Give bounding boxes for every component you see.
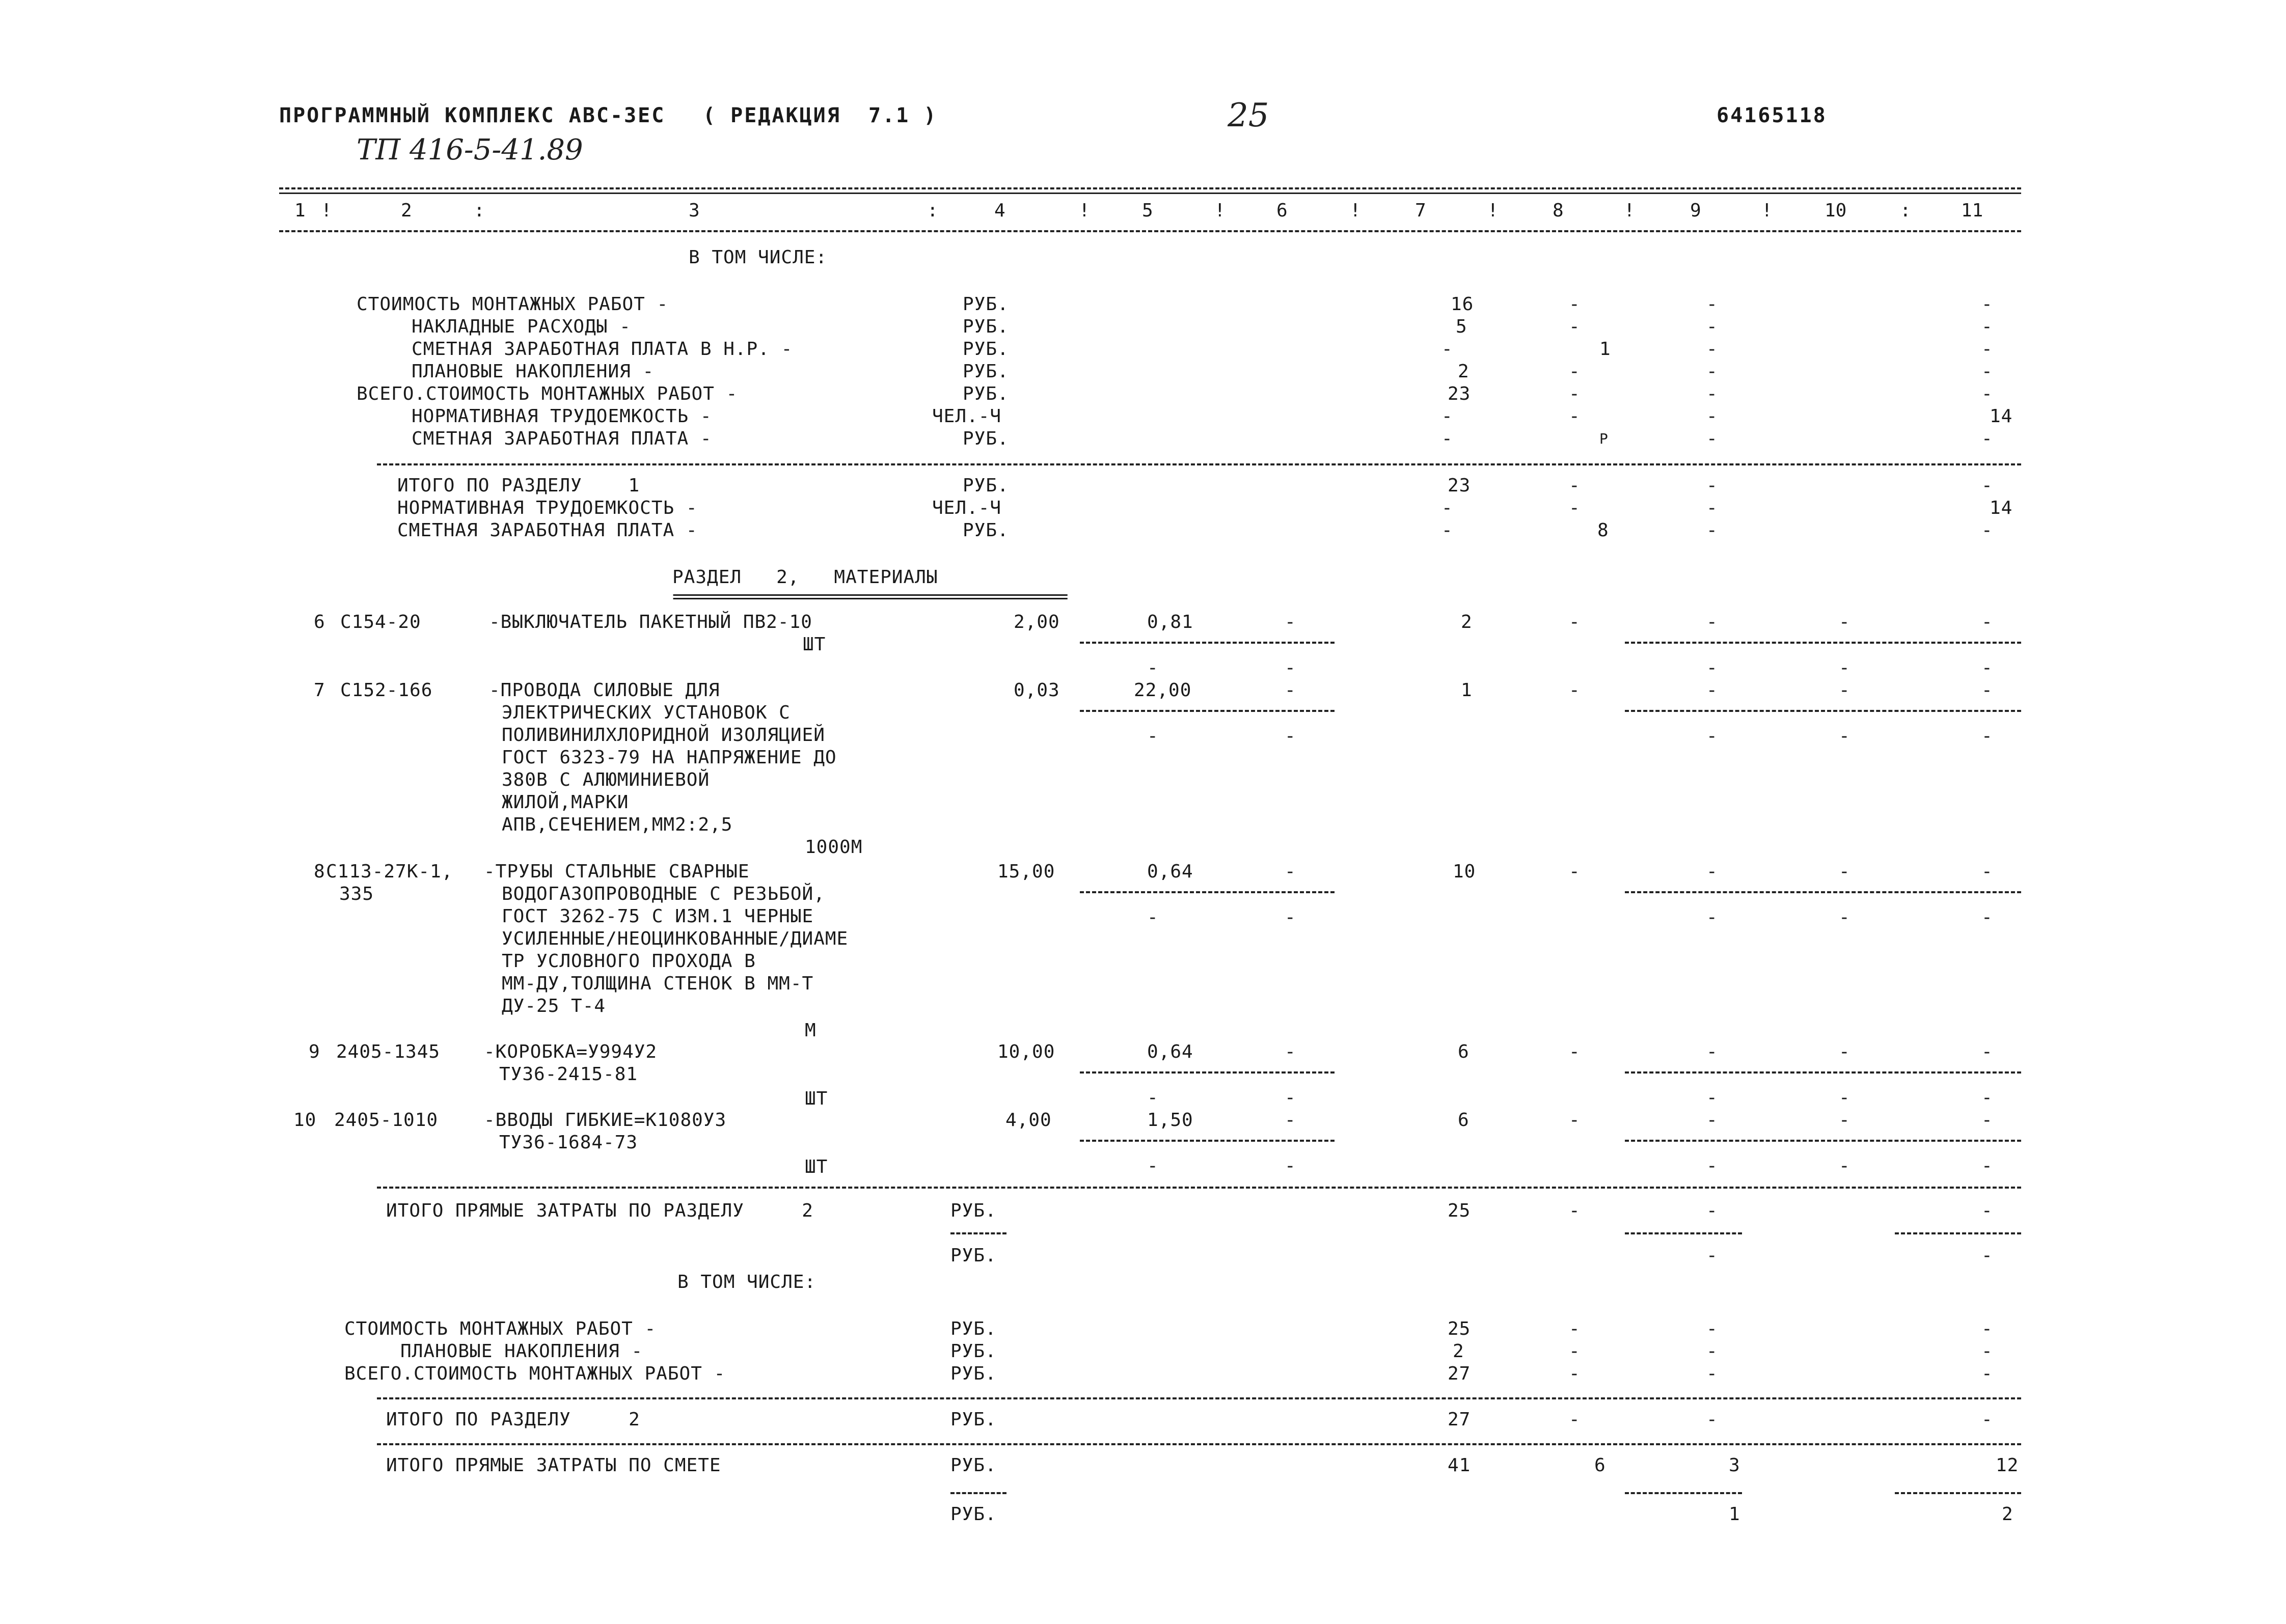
item-description: ДУ-25 Т-4 bbox=[502, 996, 606, 1016]
page-number: 25 bbox=[1228, 97, 1269, 134]
direct-total-unit-2: РУБ. bbox=[950, 1245, 997, 1266]
total-c7: - bbox=[1441, 498, 1453, 518]
line-label: СМЕТНАЯ ЗАРАБОТНАЯ ПЛАТА В Н.Р. - bbox=[412, 339, 793, 360]
item-description: ТУ36-1684-73 bbox=[499, 1132, 638, 1153]
col-header-8: 8 bbox=[1553, 200, 1564, 221]
item-description: УСИЛЕННЫЕ/НЕОЦИНКОВАННЫЕ/ДИАМЕ bbox=[502, 928, 849, 949]
line-c11: - bbox=[1981, 339, 1993, 360]
line-c7: - bbox=[1441, 406, 1453, 427]
item-description: АПВ,СЕЧЕНИЕМ,ММ2:2,5 bbox=[502, 814, 733, 835]
item-code: С113-27К-1, bbox=[326, 861, 453, 882]
line-c11: 14 bbox=[1990, 406, 2013, 427]
line-unit: РУБ. bbox=[963, 383, 1009, 404]
line-c11: - bbox=[1981, 1341, 1993, 1362]
grand-total-c11-second: 2 bbox=[2002, 1504, 2013, 1525]
item-quantity: 4,00 bbox=[1005, 1110, 1052, 1131]
col-header-11: 11 bbox=[1961, 200, 1983, 221]
item-unit: М bbox=[805, 1020, 817, 1041]
section-total-c9: - bbox=[1706, 1409, 1718, 1430]
col-header-10: 10 bbox=[1825, 200, 1847, 221]
total-c11: 14 bbox=[1990, 498, 2013, 518]
line-unit: РУБ. bbox=[963, 294, 1009, 315]
line-label: ПЛАНОВЫЕ НАКОПЛЕНИЯ - bbox=[400, 1341, 643, 1362]
line-c9: - bbox=[1706, 428, 1718, 449]
line-c8: - bbox=[1569, 406, 1581, 427]
col-header-7: 7 bbox=[1415, 200, 1426, 221]
col-header-2: 2 bbox=[401, 200, 412, 221]
line-c9: - bbox=[1706, 383, 1718, 404]
item-description: 380В С АЛЮМИНИЕВОЙ bbox=[502, 769, 710, 790]
line-c7: 5 bbox=[1456, 316, 1467, 337]
grand-total-unit-2: РУБ. bbox=[950, 1504, 997, 1525]
line-unit: ЧЕЛ.-Ч bbox=[932, 406, 1002, 427]
line-c8: Р bbox=[1599, 430, 1609, 447]
grand-total-rule bbox=[377, 1443, 2021, 1445]
total-c8: - bbox=[1569, 498, 1581, 518]
item-description: ГОСТ 3262-75 С ИЗМ.1 ЧЕРНЫЕ bbox=[502, 906, 814, 927]
line-c7: - bbox=[1441, 339, 1453, 360]
line-unit: РУБ. bbox=[963, 339, 1009, 360]
line-label: ВСЕГО.СТОИМОСТЬ МОНТАЖНЫХ РАБОТ - bbox=[344, 1363, 726, 1384]
line-c7: 16 bbox=[1451, 294, 1474, 315]
header-rule-top-2 bbox=[279, 192, 2021, 194]
col-header-6: 6 bbox=[1276, 200, 1288, 221]
line-unit: РУБ. bbox=[963, 316, 1009, 337]
item-description: ЭЛЕКТРИЧЕСКИХ УСТАНОВОК С bbox=[502, 702, 791, 723]
grand-total-c9-second: 1 bbox=[1729, 1504, 1740, 1525]
handwritten-reference: ТП 416-5-41.89 bbox=[357, 133, 583, 167]
line-c8: - bbox=[1569, 1318, 1581, 1339]
in-total-heading-1: В ТОМ ЧИСЛЕ: bbox=[689, 247, 828, 268]
item-description: -ТРУБЫ СТАЛЬНЫЕ СВАРНЫЕ bbox=[484, 861, 750, 882]
item-description: ТР УСЛОВНОГО ПРОХОДА В bbox=[502, 951, 756, 972]
grand-total-c9: 3 bbox=[1729, 1455, 1740, 1476]
col-header-5: 5 bbox=[1142, 200, 1153, 221]
line-c8: - bbox=[1569, 361, 1581, 382]
item-c7: 2 bbox=[1461, 612, 1473, 632]
line-c9: - bbox=[1706, 339, 1718, 360]
item-unit: 1000М bbox=[805, 837, 863, 858]
line-label: ВСЕГО.СТОИМОСТЬ МОНТАЖНЫХ РАБОТ - bbox=[357, 383, 738, 404]
line-c8: - bbox=[1569, 294, 1581, 315]
program-title: ПРОГРАММНЫЙ КОМПЛЕКС АВС-ЗЕС bbox=[279, 104, 666, 127]
line-c9: - bbox=[1706, 406, 1718, 427]
line-c11: - bbox=[1981, 1318, 1993, 1339]
line-c11: - bbox=[1981, 316, 1993, 337]
line-c8: - bbox=[1569, 1363, 1581, 1384]
line-label: НАКЛАДНЫЕ РАСХОДЫ - bbox=[412, 316, 631, 337]
item-code-continuation: 335 bbox=[339, 884, 374, 904]
item-description: ТУ36-2415-81 bbox=[499, 1064, 638, 1085]
section-total-c8: - bbox=[1569, 1409, 1581, 1430]
edition-label: ( РЕДАКЦИЯ 7.1 ) bbox=[703, 104, 938, 127]
line-unit: РУБ. bbox=[950, 1363, 997, 1384]
line-c9: - bbox=[1706, 1318, 1718, 1339]
line-c8: - bbox=[1569, 1341, 1581, 1362]
item-description: ПОЛИВИНИЛХЛОРИДНОЙ ИЗОЛЯЦИЕЙ bbox=[502, 725, 825, 746]
total-unit: ЧЕЛ.-Ч bbox=[932, 498, 1002, 518]
item-c7: 10 bbox=[1453, 861, 1476, 882]
line-c8: - bbox=[1569, 316, 1581, 337]
item-code: 2405-1010 bbox=[334, 1110, 439, 1131]
item-c7: 6 bbox=[1458, 1041, 1469, 1062]
item-price: 0,64 bbox=[1147, 1041, 1193, 1062]
grand-total-c8: 6 bbox=[1594, 1455, 1606, 1476]
section2-underline: ============================================= bbox=[672, 586, 1066, 607]
item-number: 6 bbox=[314, 612, 325, 632]
item-unit: ШТ bbox=[803, 634, 826, 655]
item-quantity: 10,00 bbox=[997, 1041, 1055, 1062]
item-quantity: 2,00 bbox=[1014, 612, 1060, 632]
grand-total-c7: 41 bbox=[1448, 1455, 1471, 1476]
item-quantity: 15,00 bbox=[997, 861, 1055, 882]
grand-total-c11: 12 bbox=[1996, 1455, 2019, 1476]
line-c9: - bbox=[1706, 1341, 1718, 1362]
line-c11: - bbox=[1981, 294, 1993, 315]
direct-total-c7: 25 bbox=[1448, 1200, 1471, 1221]
item-quantity: 0,03 bbox=[1014, 680, 1060, 701]
line-c9: - bbox=[1706, 294, 1718, 315]
col-header-9: 9 bbox=[1690, 200, 1701, 221]
item-price: 0,64 bbox=[1147, 861, 1193, 882]
item-description: ВОДОГАЗОПРОВОДНЫЕ С РЕЗЬБОЙ, bbox=[502, 884, 825, 904]
total-c11: - bbox=[1981, 520, 1993, 541]
total-unit: РУБ. bbox=[963, 475, 1009, 496]
col-header-3: 3 bbox=[689, 200, 700, 221]
line-c11: - bbox=[1981, 383, 1993, 404]
in-total-heading-2: В ТОМ ЧИСЛЕ: bbox=[677, 1272, 817, 1292]
section-total-label: ИТОГО ПО РАЗДЕЛУ 2 bbox=[386, 1409, 640, 1430]
item-code: 2405-1345 bbox=[336, 1041, 441, 1062]
direct-total-c8: - bbox=[1569, 1200, 1581, 1221]
item-c7: 6 bbox=[1458, 1110, 1469, 1131]
section-total-c7: 27 bbox=[1448, 1409, 1471, 1430]
item-description: ЖИЛОЙ,МАРКИ bbox=[502, 792, 629, 813]
section2-total-rule bbox=[377, 1397, 2021, 1399]
direct-total-unit: РУБ. bbox=[950, 1200, 997, 1221]
total-label: СМЕТНАЯ ЗАРАБОТНАЯ ПЛАТА - bbox=[397, 520, 698, 541]
direct-total-label: ИТОГО ПРЯМЫЕ ЗАТРАТЫ ПО РАЗДЕЛУ 2 bbox=[386, 1200, 813, 1221]
item-code: С154-20 bbox=[340, 612, 421, 632]
line-unit: РУБ. bbox=[963, 428, 1009, 449]
item-description: -ПРОВОДА СИЛОВЫЕ ДЛЯ bbox=[489, 680, 720, 701]
total-c9: - bbox=[1706, 498, 1718, 518]
total-c9: - bbox=[1706, 475, 1718, 496]
direct-total-c9: - bbox=[1706, 1200, 1718, 1221]
line-label: НОРМАТИВНАЯ ТРУДОЕМКОСТЬ - bbox=[412, 406, 712, 427]
item-c7: 1 bbox=[1461, 680, 1473, 701]
total-c8: 8 bbox=[1597, 520, 1609, 541]
col-header-4: 4 bbox=[994, 200, 1005, 221]
line-unit: РУБ. bbox=[950, 1318, 997, 1339]
line-c11: - bbox=[1981, 361, 1993, 382]
item-description: -ВВОДЫ ГИБКИЕ=К1080У3 bbox=[484, 1110, 727, 1131]
total-c8: - bbox=[1569, 475, 1581, 496]
header-rule-top bbox=[279, 187, 2021, 189]
item-description: ГОСТ 6323-79 НА НАПРЯЖЕНИЕ ДО bbox=[502, 747, 837, 768]
item-number: 7 bbox=[314, 680, 325, 701]
line-unit: РУБ. bbox=[950, 1341, 997, 1362]
item-description: ММ-ДУ,ТОЛЩИНА СТЕНОК В ММ-Т bbox=[502, 973, 814, 994]
total-c7: - bbox=[1441, 520, 1453, 541]
line-c7: 2 bbox=[1453, 1341, 1464, 1362]
line-c7: - bbox=[1441, 428, 1453, 449]
item-description: -ВЫКЛЮЧАТЕЛЬ ПАКЕТНЫЙ ПВ2-10 bbox=[489, 612, 812, 632]
section-total-unit: РУБ. bbox=[950, 1409, 997, 1430]
section1-total-rule bbox=[377, 463, 2021, 465]
line-c7: 27 bbox=[1448, 1363, 1471, 1384]
line-c8: 1 bbox=[1599, 339, 1611, 360]
section2-direct-rule bbox=[377, 1187, 2021, 1189]
line-c11: - bbox=[1981, 1363, 1993, 1384]
item-price: 0,81 bbox=[1147, 612, 1193, 632]
item-number: 9 bbox=[309, 1041, 320, 1062]
total-label: ИТОГО ПО РАЗДЕЛУ 1 bbox=[397, 475, 640, 496]
line-label: СТОИМОСТЬ МОНТАЖНЫХ РАБОТ - bbox=[344, 1318, 657, 1339]
total-unit: РУБ. bbox=[963, 520, 1009, 541]
total-c7: 23 bbox=[1448, 475, 1471, 496]
item-code: С152-166 bbox=[340, 680, 433, 701]
header-rule-bottom bbox=[279, 230, 2021, 232]
line-c9: - bbox=[1706, 361, 1718, 382]
line-c7: 2 bbox=[1458, 361, 1469, 382]
line-unit: РУБ. bbox=[963, 361, 1009, 382]
section-total-c11: - bbox=[1981, 1409, 1993, 1430]
line-c9: - bbox=[1706, 1363, 1718, 1384]
total-c11: - bbox=[1981, 475, 1993, 496]
total-c9: - bbox=[1706, 520, 1718, 541]
line-c7: 25 bbox=[1448, 1318, 1471, 1339]
item-number: 8 bbox=[314, 861, 325, 882]
line-label: ПЛАНОВЫЕ НАКОПЛЕНИЯ - bbox=[412, 361, 655, 382]
document-code: 64165118 bbox=[1717, 104, 1827, 127]
direct-total-c11: - bbox=[1981, 1200, 1993, 1221]
line-c7: 23 bbox=[1448, 383, 1471, 404]
section2-title: РАЗДЕЛ 2, МАТЕРИАЛЫ bbox=[672, 567, 938, 588]
item-description: -КОРОБКА=У994У2 bbox=[484, 1041, 658, 1062]
grand-total-unit: РУБ. bbox=[950, 1455, 997, 1476]
item-price: 1,50 bbox=[1147, 1110, 1193, 1131]
item-number: 10 bbox=[293, 1110, 317, 1131]
line-c9: - bbox=[1706, 316, 1718, 337]
grand-total-label: ИТОГО ПРЯМЫЕ ЗАТРАТЫ ПО СМЕТЕ bbox=[386, 1455, 721, 1476]
item-unit: ШТ bbox=[805, 1157, 828, 1177]
col-header-1: 1 bbox=[294, 200, 306, 221]
line-c8: - bbox=[1569, 383, 1581, 404]
item-price: 22,00 bbox=[1134, 680, 1192, 701]
line-c11: - bbox=[1981, 428, 1993, 449]
item-unit: ШТ bbox=[805, 1088, 828, 1109]
total-label: НОРМАТИВНАЯ ТРУДОЕМКОСТЬ - bbox=[397, 498, 698, 518]
line-label: СТОИМОСТЬ МОНТАЖНЫХ РАБОТ - bbox=[357, 294, 669, 315]
line-label: СМЕТНАЯ ЗАРАБОТНАЯ ПЛАТА - bbox=[412, 428, 712, 449]
